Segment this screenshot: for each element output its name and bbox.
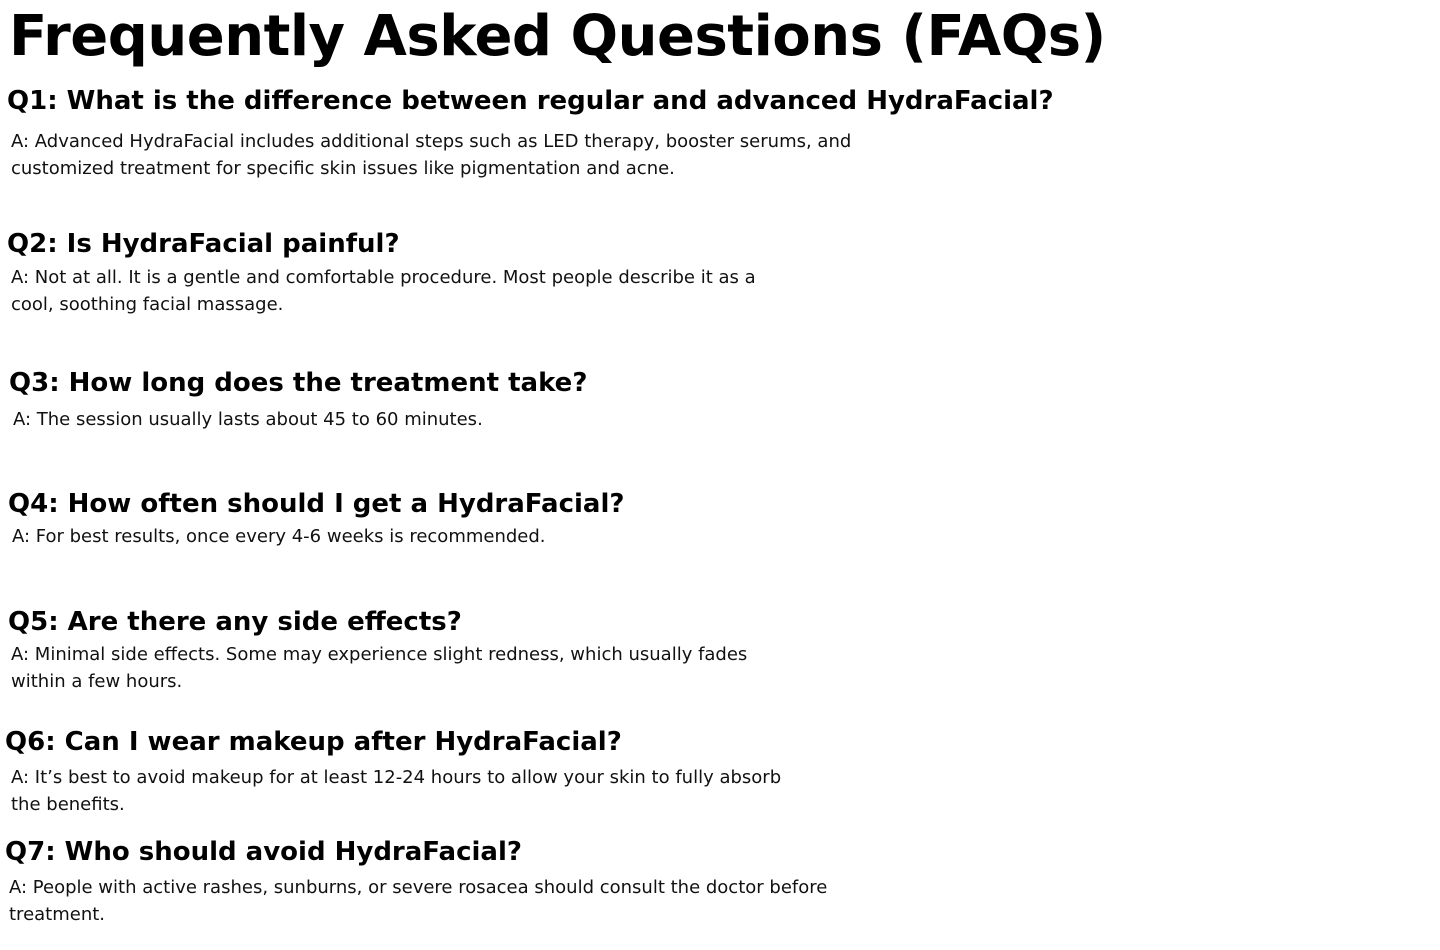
faq-answer-2: A: Not at all. It is a gentle and comfortable procedure. Most people describe it as a cool, soothing facial massage. — [11, 267, 756, 315]
faq-answer-4: A: For best results, once every 4-6 weeks is recommended. — [12, 526, 546, 547]
faq-question-3: Q3: How long does the treatment take? — [9, 368, 588, 398]
faq-question-5: Q5: Are there any side effects? — [8, 607, 462, 637]
faq-question-4: Q4: How often should I get a HydraFacial? — [8, 489, 625, 519]
faq-question-6: Q6: Can I wear makeup after HydraFacial? — [5, 727, 622, 757]
faq-answer-6: A: It’s best to avoid makeup for at least 12-24 hours to allow your skin to fully absorb the benefits. — [11, 767, 782, 815]
faq-question-7: Q7: Who should avoid HydraFacial? — [5, 837, 522, 867]
faq-answer-7: A: People with active rashes, sunburns, or severe rosacea should consult the doctor before treatment. — [9, 877, 828, 925]
faq-answer-1: A: Advanced HydraFacial includes additional steps such as LED therapy, booster serums, and customized treatment for specific skin issues like pigmentation and acne. — [11, 131, 852, 179]
page-title: Frequently Asked Questions (FAQs) — [9, 4, 1106, 69]
faq-answer-3: A: The session usually lasts about 45 to 60 minutes. — [13, 409, 483, 430]
faq-answer-5: A: Minimal side effects. Some may experience slight redness, which usually fades within a few hours. — [11, 644, 748, 692]
faq-question-2: Q2: Is HydraFacial painful? — [7, 229, 400, 259]
faq-question-1: Q1: What is the difference between regular and advanced HydraFacial? — [7, 86, 1054, 116]
